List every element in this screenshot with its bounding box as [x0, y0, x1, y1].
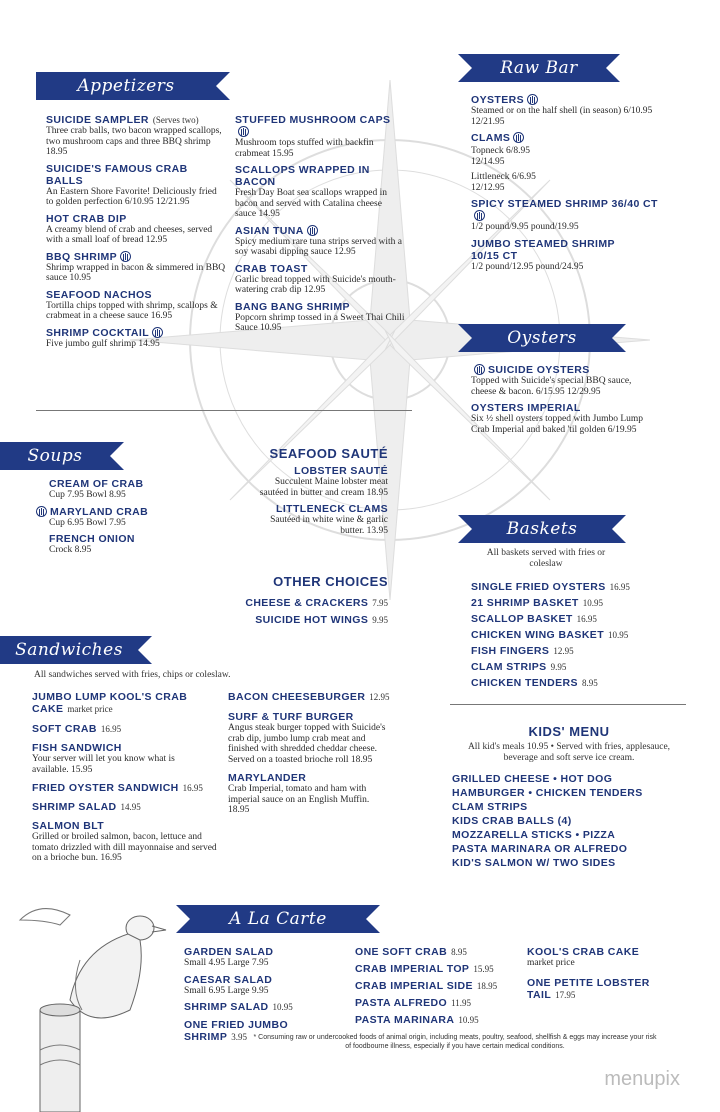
item-price: 16.95	[609, 582, 630, 592]
kids-menu-section	[452, 724, 686, 869]
item-desc: Topneck 6/8.95 12/14.95	[471, 146, 530, 167]
item-name: SUICIDE'S FAMOUS CRAB BALLS	[46, 162, 188, 187]
item-name: CRAB IMPERIAL SIDE	[355, 980, 473, 992]
item-name: HOT CRAB DIP	[46, 212, 127, 225]
item-name: CLAMS	[471, 132, 511, 144]
item-desc: Sautéed in white wine & garlic butter. 13.95	[270, 515, 388, 536]
item-price: 12.95	[553, 646, 574, 656]
item-name: LITTLENECK CLAMS	[276, 503, 388, 515]
kids-item: KID'S SALMON W/ TWO SIDES	[452, 857, 616, 869]
item-name: CRAB TOAST	[235, 262, 308, 275]
menu-item	[471, 613, 671, 625]
item-price: (Serves two)	[152, 115, 199, 125]
item-name: SCALLOP BASKET	[471, 613, 573, 625]
item-desc: Five jumbo gulf shrimp 14.95	[46, 338, 160, 349]
raw-bar-section	[471, 94, 671, 277]
item-name: GARDEN SALAD	[184, 946, 274, 958]
shellfish-icon	[36, 506, 47, 517]
sandwiches-col2	[228, 691, 398, 821]
menu-item	[32, 820, 222, 864]
menu-item	[36, 506, 186, 529]
section-heading: SEAFOOD SAUTÉ	[269, 446, 388, 461]
item-name: CHICKEN TENDERS	[471, 677, 578, 689]
item-desc: Small 4.95 Large 7.95	[184, 958, 269, 968]
item-price: 10.95	[458, 1015, 479, 1025]
menu-item	[235, 114, 405, 159]
menu-item	[527, 946, 697, 969]
item-desc: Mushroom tops stuffed with backfin crabmeat 15.95	[235, 138, 374, 159]
item-name: SEAFOOD NACHOS	[46, 288, 152, 301]
item-price: 11.95	[451, 998, 472, 1008]
item-name: MARYLANDER	[228, 772, 307, 784]
menu-item	[32, 801, 222, 813]
menu-item	[355, 997, 525, 1009]
item-price: 15.95	[473, 964, 494, 974]
item-desc: Cup 7.95 Bowl 8.95	[49, 490, 126, 500]
item-desc: Three crab balls, two bacon wrapped scallops, two mushroom caps and three BBQ shrimp 18.95	[46, 126, 222, 157]
item-desc: Crock 8.95	[49, 545, 92, 555]
shellfish-icon	[238, 126, 249, 137]
item-name: SCALLOPS WRAPPED IN BACON	[235, 164, 370, 188]
item-name: SHRIMP SALAD	[32, 801, 117, 813]
item-desc: market price	[527, 958, 575, 968]
item-price: 8.95	[451, 947, 467, 957]
menu-item	[471, 597, 671, 609]
menu-item	[184, 1001, 349, 1013]
menu-item	[46, 114, 226, 158]
item-name: LOBSTER SAUTÉ	[294, 465, 388, 477]
a-la-carte-col3	[527, 946, 697, 1006]
item-name: CHICKEN WING BASKET	[471, 629, 605, 641]
menu-item	[527, 977, 697, 1001]
shellfish-icon	[527, 94, 538, 105]
item-desc: Succulent Maine lobster meat sautéed in butter and cream 18.95	[259, 477, 388, 498]
section-heading: KIDS' MENU	[528, 724, 610, 739]
item-name: SUICIDE HOT WINGS	[255, 614, 369, 626]
item-price: 9.95	[550, 662, 567, 672]
footer-disclaimer: * Consuming raw or undercooked foods of animal origin, including meats, poultry, seafood, shellfish & eggs may increase your risk of foodbourne illness, especially if you have certain medical conditions.	[253, 1034, 657, 1050]
item-name: SINGLE FRIED OYSTERS	[471, 581, 606, 593]
item-name: CRAB IMPERIAL TOP	[355, 963, 470, 975]
baskets-section	[471, 581, 671, 694]
seagull-illustration	[0, 890, 180, 1112]
item-name: KOOL'S CRAB CAKE	[527, 946, 640, 958]
item-name: OYSTERS IMPERIAL	[471, 402, 581, 414]
item-price: 18.95	[476, 981, 498, 991]
item-name: CLAM STRIPS	[471, 661, 547, 673]
menu-item	[250, 503, 388, 536]
item-price: 14.95	[120, 802, 141, 812]
item-name: JUMBO STEAMED SHRIMP 10/15 CT	[471, 237, 615, 262]
item-desc: 1/2 pound/12.95 pound/24.95	[471, 261, 584, 272]
menu-item	[471, 146, 671, 167]
item-name: ONE FRIED JUMBO SHRIMP	[184, 1019, 289, 1043]
item-name: SUICIDE OYSTERS	[488, 364, 590, 376]
item-desc: Topped with Suicide's special BBQ sauce, cheese & bacon. 6/15.95 12/29.95	[471, 376, 632, 397]
menu-item	[235, 263, 405, 296]
menu-item	[32, 691, 222, 715]
item-name: SALMON BLT	[32, 820, 105, 832]
item-price: 7.95	[372, 598, 388, 608]
menu-item	[471, 629, 671, 641]
item-name: BBQ SHRIMP	[46, 250, 118, 263]
item-name: SHRIMP COCKTAIL	[46, 326, 150, 339]
sandwiches-col1	[32, 691, 222, 869]
menu-item	[184, 974, 349, 997]
item-price: 10.95	[272, 1002, 293, 1012]
menu-item	[471, 402, 646, 435]
menu-item	[200, 614, 388, 626]
item-price: 10.95	[608, 630, 629, 640]
divider	[450, 704, 686, 705]
menu-item	[228, 691, 398, 703]
kids-item: MOZZARELLA STICKS • PIZZA	[452, 829, 616, 841]
item-name: SPICY STEAMED SHRIMP 36/40 CT	[471, 198, 658, 210]
item-price: 8.95	[581, 678, 598, 688]
menu-item	[235, 164, 405, 220]
item-desc: Fresh Day Boat sea scallops wrapped in bacon and served with Catalina cheese sauce 14.95	[235, 188, 387, 219]
appetizers-banner: Appetizers	[36, 72, 216, 100]
item-name: OYSTERS	[471, 94, 524, 106]
a-la-carte-col2	[355, 946, 525, 1031]
item-desc: Small 6.95 Large 9.95	[184, 985, 269, 996]
section-heading: OTHER CHOICES	[273, 574, 388, 589]
menu-item	[471, 238, 671, 273]
a-la-carte-banner: A La Carte	[190, 905, 366, 933]
menu-item	[235, 225, 405, 258]
item-desc: Angus steak burger topped with Suicide's crab dip, jumbo lump crab meat and finished with shredded cheddar cheese. Served on a toasted brioche roll 18.95	[228, 723, 386, 765]
menu-item	[471, 94, 671, 127]
kids-item: HAMBURGER • CHICKEN TENDERS	[452, 787, 643, 799]
menu-item	[471, 172, 671, 193]
item-desc: Spicy medium rare tuna strips served with a soy wasabi dipping sauce 12.95	[235, 236, 403, 257]
menu-item	[36, 478, 186, 501]
menu-item	[471, 198, 671, 233]
menu-item	[250, 465, 388, 498]
item-price: 3.95	[231, 1032, 247, 1042]
item-name: MARYLAND CRAB	[50, 505, 149, 518]
soups-banner: Soups	[0, 442, 110, 470]
raw-bar-banner: Raw Bar	[472, 54, 606, 82]
item-name: PASTA ALFREDO	[355, 997, 448, 1009]
menu-item	[355, 980, 525, 992]
item-desc: Shrimp wrapped in bacon & simmered in BBQ sauce 10.95	[46, 262, 226, 283]
item-desc: A creamy blend of crab and cheeses, served with a small loaf of bread 12.95	[46, 224, 213, 245]
item-desc: Popcorn shrimp tossed in a Sweet Thai Chili Sauce 10.95	[235, 312, 405, 333]
menu-item	[36, 533, 186, 556]
shellfish-icon	[474, 210, 485, 221]
menu-item	[184, 946, 349, 969]
menu-item	[355, 1014, 525, 1026]
menu-item	[46, 251, 226, 284]
item-name: JUMBO LUMP KOOL'S CRAB CAKE	[32, 691, 188, 715]
item-name: 21 SHRIMP BASKET	[471, 597, 579, 609]
item-name: ASIAN TUNA	[235, 224, 304, 237]
item-desc: An Eastern Shore Favorite! Deliciously fried to golden perfection 6/10.95 12/21.95	[46, 186, 217, 207]
item-name: STUFFED MUSHROOM CAPS	[235, 114, 391, 126]
menu-item	[235, 301, 405, 334]
kids-item: KIDS CRAB BALLS (4)	[452, 815, 572, 827]
shellfish-icon	[474, 364, 485, 375]
baskets-banner: Baskets	[472, 515, 612, 543]
shellfish-icon	[152, 327, 163, 338]
menu-item	[46, 327, 226, 350]
watermark: menupix	[604, 1068, 680, 1090]
item-name: CAESAR SALAD	[184, 973, 273, 986]
menu-item	[355, 946, 525, 958]
shellfish-icon	[513, 132, 524, 143]
item-price: 12.95	[369, 692, 390, 702]
item-name: ONE PETITE LOBSTER TAIL	[527, 976, 650, 1001]
item-price: 17.95	[555, 989, 576, 1000]
sandwiches-note: All sandwiches served with fries, chips or coleslaw.	[34, 670, 231, 680]
item-price: 16.95	[100, 724, 122, 734]
divider	[36, 410, 412, 411]
menu-item	[46, 289, 226, 322]
menu-item	[200, 597, 388, 609]
item-price: 16.95	[576, 614, 597, 624]
kids-item: GRILLED CHEESE • HOT DOG	[452, 773, 613, 785]
menu-item	[32, 742, 222, 775]
menu-item	[228, 772, 398, 816]
menu-item	[46, 163, 226, 208]
item-desc: Grilled or broiled salmon, bacon, lettuce and tomato drizzled with dill mayonnaise and served on a brioche bun. 16.95	[32, 832, 217, 863]
item-name: ONE SOFT CRAB	[355, 946, 448, 958]
item-name: CREAM OF CRAB	[49, 478, 144, 490]
item-price: 16.95	[182, 783, 203, 793]
kids-item: PASTA MARINARA OR ALFREDO	[452, 843, 628, 855]
item-desc: Six ½ shell oysters topped with Jumbo Lump Crab Imperial and baked 'til golden 6/19.95	[471, 414, 644, 435]
appetizers-col1	[46, 114, 226, 354]
item-price: market price	[67, 704, 113, 714]
sandwiches-banner: Sandwiches	[0, 636, 138, 664]
menu-item	[471, 581, 671, 593]
seafood-saute-section	[250, 446, 388, 541]
menu-item	[471, 677, 671, 689]
item-desc: Steamed or on the half shell (in season) 6/10.95 12/21.95	[471, 106, 653, 127]
item-desc: Tortilla chips topped with shrimp, scallops & crabmeat in a cheese sauce 16.95	[46, 300, 218, 321]
item-name: SUICIDE SAMPLER	[46, 114, 149, 126]
baskets-note: All baskets served with fries or coleslaw	[486, 548, 606, 569]
item-price: 10.95	[582, 598, 603, 608]
menu-item	[228, 711, 398, 765]
item-name: FRIED OYSTER SANDWICH	[32, 782, 179, 794]
item-desc: Crab Imperial, tomato and ham with imperial sauce on an English Muffin. 18.95	[228, 784, 370, 815]
menu-item	[471, 364, 646, 397]
menu-item	[471, 132, 671, 144]
kids-note: All kid's meals 10.95 • Served with fries, applesauce, beverage and soft serve ice cream.	[467, 742, 671, 763]
item-name: FISH SANDWICH	[32, 742, 122, 754]
menu-item	[471, 661, 671, 673]
oysters-banner: Oysters	[472, 324, 612, 352]
item-desc: Littleneck 6/6.95 12/12.95	[471, 172, 536, 193]
oysters-section	[471, 364, 646, 440]
other-choices-section	[200, 574, 388, 631]
menu-item	[471, 645, 671, 657]
item-name: FISH FINGERS	[471, 645, 550, 657]
item-desc: Garlic bread topped with Suicide's mouth-watering crab dip 12.95	[235, 274, 396, 295]
item-name: PASTA MARINARA	[355, 1014, 455, 1026]
menu-item	[46, 213, 226, 246]
kids-item: CLAM STRIPS	[452, 801, 528, 813]
item-name: SHRIMP SALAD	[184, 1001, 269, 1013]
item-name: CHEESE & CRACKERS	[245, 597, 369, 609]
menu-item	[355, 963, 525, 975]
item-desc: 1/2 pound/9.95 pound/19.95	[471, 222, 579, 232]
item-name: SOFT CRAB	[32, 723, 97, 735]
soups-section	[36, 478, 186, 561]
appetizers-col2	[235, 114, 405, 339]
shellfish-icon	[307, 225, 318, 236]
menu-item	[32, 723, 222, 735]
item-desc: Your server will let you know what is available. 15.95	[32, 754, 175, 775]
item-name: FRENCH ONION	[49, 533, 135, 545]
item-price: 9.95	[372, 615, 388, 625]
shellfish-icon	[120, 251, 131, 262]
item-name: SURF & TURF BURGER	[228, 711, 354, 723]
menu-item	[32, 782, 222, 794]
item-desc: Cup 6.95 Bowl 7.95	[49, 517, 126, 528]
item-name: BACON CHEESEBURGER	[228, 691, 366, 703]
item-name: BANG BANG SHRIMP	[235, 300, 350, 313]
